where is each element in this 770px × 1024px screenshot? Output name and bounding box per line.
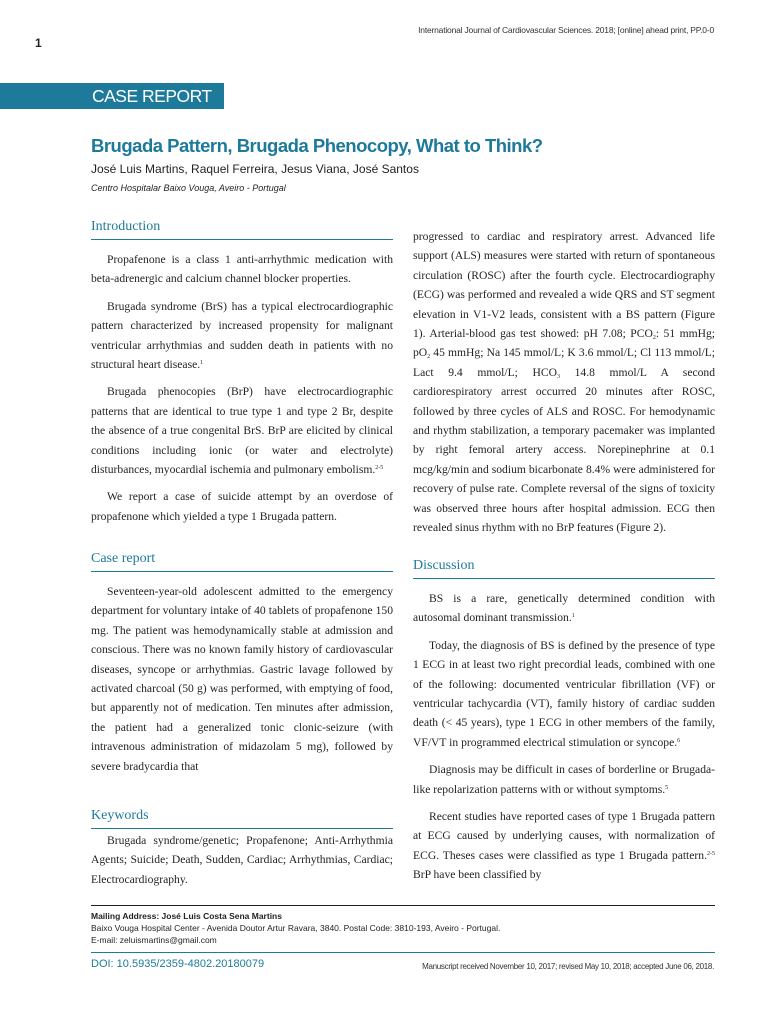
paragraph: Today, the diagnosis of BS is defined by the presence of type 1 ECG in at least two right precordial leads, combined with one of the following: documented ventricular fibrillation (VF) or ventricular tachycardia (VT), family history of cardiac sudden death (< 45 years), type 1 ECG in other members of the family, VF/VT in programmed electrical stimulation or syncope.$^6$ (413, 638, 715, 749)
postal-address: Baixo Vouga Hospital Center - Avenida Doutor Artur Ravara, 3840. Postal Code: 3810-193, Aveiro - Portugal. (91, 923, 501, 933)
footer-rule (91, 905, 715, 906)
paragraph: Brugada syndrome (BrS) has a typical electrocardiographic pattern characterized by increased propensity for malignant ventricular arrhythmias and sudden death in patients with no structural heart disease.$^1$ (91, 299, 393, 372)
paragraph: Propafenone is a class 1 anti-arrhythmic medication with beta-adrenergic and calcium channel blocker properties. (91, 253, 393, 286)
doi-link[interactable]: DOI: 10.5935/2359-4802.20180079 (91, 958, 265, 970)
paragraph: progressed to cardiac and respiratory arrest. Advanced life support (ALS) measures were started with return of spontaneous circulation (ROSC) after the fourth cycle. Electrocardiography (ECG) was performed and revealed a wide QRS and ST segment elevation in V1-V2 leads, consistent with a BS pattern (Figure 1). Arterial-blood gas test showed: pH 7.08; $PCO_2$: 51 mmHg; $pO_2$ 45 mmHg; Na 145 mmol/L; K 3.6 mmol/L; Cl 113 mmol/L; Lact 9.4 mmol/L; $HCO_3$ 14.8 mmol/L A second cardiorespiratory arrest occurred 20 minutes after ROSC, followed by three cycles of ALS and ROSC. For hemodynamic and rhythm stabilization, a temporary pacemaker was implanted by right femoral artery access. Norepinephrine at 0.1 mcg/kg/min and sodium bicarbonate 8.4% were administered for recovery of pulse rate. Complete reversal of the signs of toxicity was observed three hours after hospital admission. ECG then revealed sinus rhythm with no BrP features (Figure 2). (413, 230, 715, 535)
paragraph: We report a case of suicide attempt by an overdose of propafenone which yielded a type 1 Brugada pattern. (91, 490, 393, 523)
paragraph: Seventeen-year-old adolescent admitted to the emergency department for voluntary intake of 40 tablets of propafenone 150 mg. The patient was hemodynamically stable at admission and conscious. There was no known family history of cardiovascular diseases, syncope or arrhythmias. Gastric lavage followed by activated charcoal (50 g) was performed, with emptying of food, but apparently not of medication. Ten minutes after admission, the patient had a generalized tonic clonic-seizure (with intravenous administration of midazolam 5 mg), followed by severe bradycardia that (91, 585, 393, 773)
mailing-address (91, 910, 500, 946)
keywords-heading: Keywords (91, 808, 149, 823)
section-label: CASE REPORT (92, 86, 212, 106)
discussion-body (413, 589, 715, 893)
keywords-body (91, 831, 393, 897)
paragraph: Diagnosis may be difficult in cases of borderline or Brugada-like repolarization patterns with or without symptoms.$^5$ (413, 763, 715, 796)
introduction-heading: Introduction (91, 219, 161, 234)
introduction-body (91, 250, 393, 534)
mailing-label: Mailing Address: José Luis Costa Sena Martins (91, 911, 282, 921)
case-report-heading: Case report (91, 551, 156, 566)
discussion-heading: Discussion (413, 558, 475, 573)
affiliation: Centro Hospitalar Baixo Vouga, Aveiro - Portugal (91, 183, 286, 193)
journal-citation: International Journal of Cardiovascular Sciences. 2018; [online] ahead print, PP.0-0 (418, 25, 714, 35)
case-report-body (91, 582, 393, 784)
discussion-rule (413, 578, 715, 579)
section-banner (0, 83, 224, 109)
paragraph: BS is a rare, genetically determined condition with autosomal dominant transmission.$^1$ (413, 592, 715, 625)
keywords-rule (91, 828, 393, 829)
paragraph: Brugada phenocopies (BrP) have electrocardiographic patterns that are identical to true type 1 and type 2 Br, despite the absence of a true congenital BrS. BrP are elicited by clinical conditions including ionic (or water and electrolyte) disturbances, myocardial ischemia and pulmonary embolism.$^{2-5}$ (91, 385, 393, 477)
manuscript-dates: Manuscript received November 10, 2017; revised May 10, 2018; accepted June 06, 2018. (422, 962, 714, 971)
case-report-continued (413, 227, 715, 546)
paragraph: Recent studies have reported cases of type 1 Brugada pattern at ECG caused by underlying causes, with normalization of ECG. Theses cases were classified as type 1 Brugada pattern.$^{2-5}$ BrP have been classified by (413, 810, 715, 882)
author-list: José Luis Martins, Raquel Ferreira, Jesus Viana, José Santos (91, 162, 419, 176)
keyword-list: Brugada syndrome/genetic; Propafenone; Anti-Arrhythmia Agents; Suicide; Death, Sudden, Cardiac; Arrhythmias, Cardiac; Electrocardiography. (91, 834, 393, 886)
case-report-rule (91, 571, 393, 572)
article-title: Brugada Pattern, Brugada Phenocopy, What to Think? (91, 135, 543, 156)
page-number: 1 (35, 36, 42, 50)
email-address: E-mail: zeluismartins@gmail.com (91, 935, 217, 945)
introduction-rule (91, 239, 393, 240)
doi-rule (91, 952, 715, 953)
